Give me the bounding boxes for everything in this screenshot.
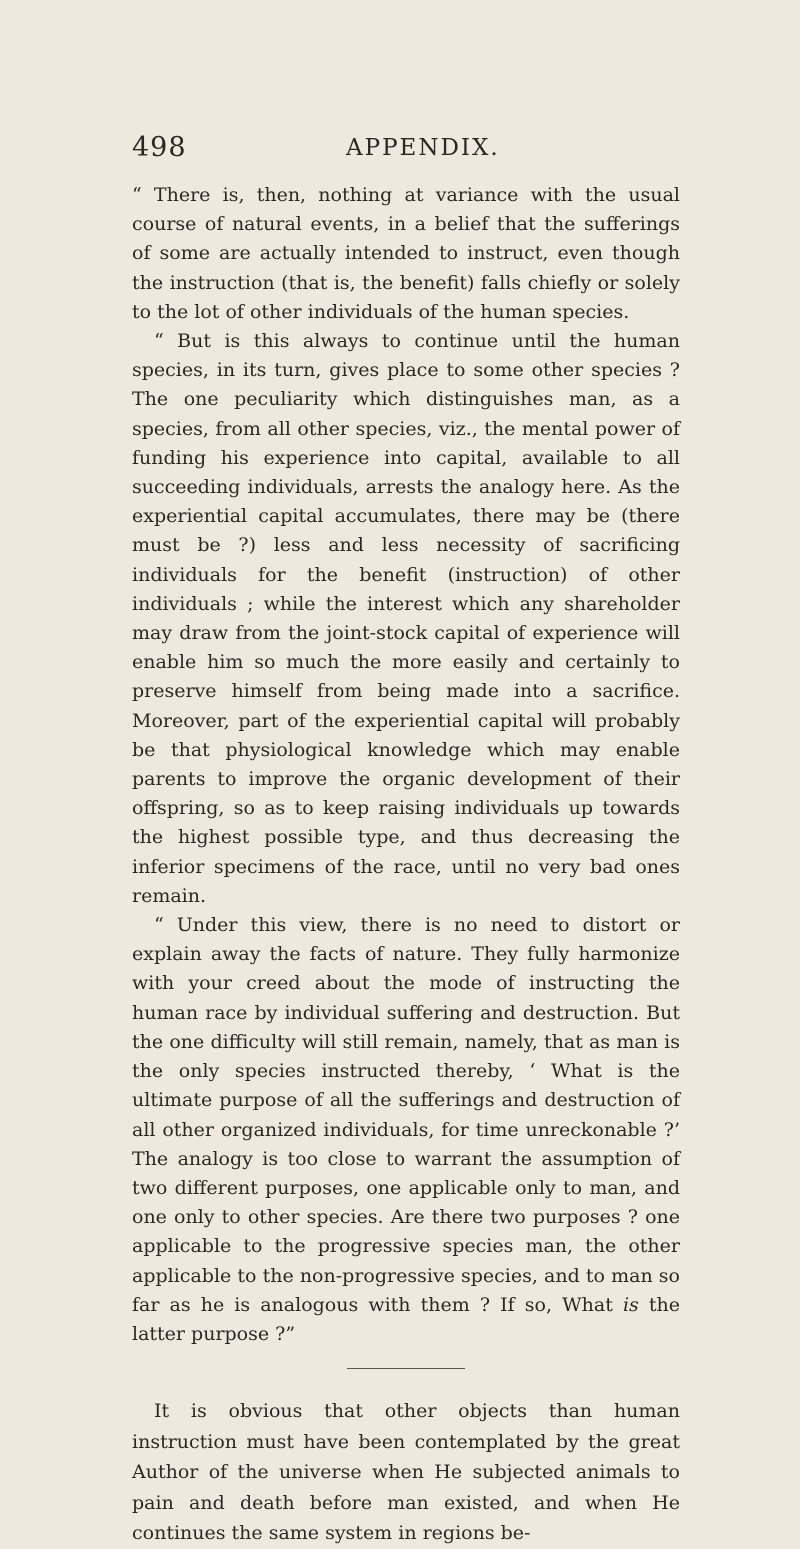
paragraph-3-italic: is [622, 1293, 639, 1316]
paragraph-1: “ There is, then, nothing at variance with the usual course of natural events, in a belief that the sufferings of some are actually intended to instruct, even though the instruction (that is, the benefit) falls chiefly or solely to the lot of other individuals of the human species. [132, 184, 680, 323]
page-header [132, 132, 692, 168]
paragraph-4: It is obvious that other objects than human instruction must have been contemplated by the great Author of the universe when He subjected animals to pain and death before man existed, and when He continues the same system in regions be- [132, 1400, 680, 1545]
paragraph-3-text: “ Under this view, there is no need to distort or explain away the facts of nature. They fully harmonize with your creed about the mode of instructing the human race by individual suffering and destruction. But the one difficulty will still remain, namely, that as man is the only species instructed thereby, ‘ What is the ultimate purpose of all the sufferings and destruction of all other organized individuals, for time unreckonable ?’ The analogy is too close to warrant the assumption of two different purposes, one applicable only to man, and one only to other species. Are there two purposes ? one applicable to the progressive species man, the other applicable to the non-progressive species, and to man so far as he is analogous with them ? If so, What [132, 914, 680, 1316]
paragraph-3 [132, 911, 680, 1349]
page-number: 498 [132, 132, 187, 163]
section-divider [347, 1368, 465, 1369]
paragraph-3-end: the latter purpose ?” [132, 1293, 681, 1345]
paragraph-2: “ But is this always to continue until the human species, in its turn, gives place to some other species ? The one peculiarity which distinguishes man, as a species, from all other species, viz., the mental power of funding his experience into capital, available to all succeeding individuals, arrests the analogy here. As the experiential capital accumulates, there may be (there must be ?) less and less necessity of sacrificing individuals for the benefit (instruction) of other individuals ; while the interest which any shareholder may draw from the joint-stock capital of experience will enable him so much the more easily and certainly to preserve himself from being made into a sacrifice. Moreover, part of the experiential capital will probably be that physiological knowledge which may enable parents to improve the organic development of their offspring, so as to keep raising individuals up towards the highest possible type, and thus decreasing the inferior specimens of the race, until no very bad ones remain. [132, 330, 680, 907]
running-head: APPENDIX. [346, 135, 500, 161]
body-text [132, 181, 680, 1549]
